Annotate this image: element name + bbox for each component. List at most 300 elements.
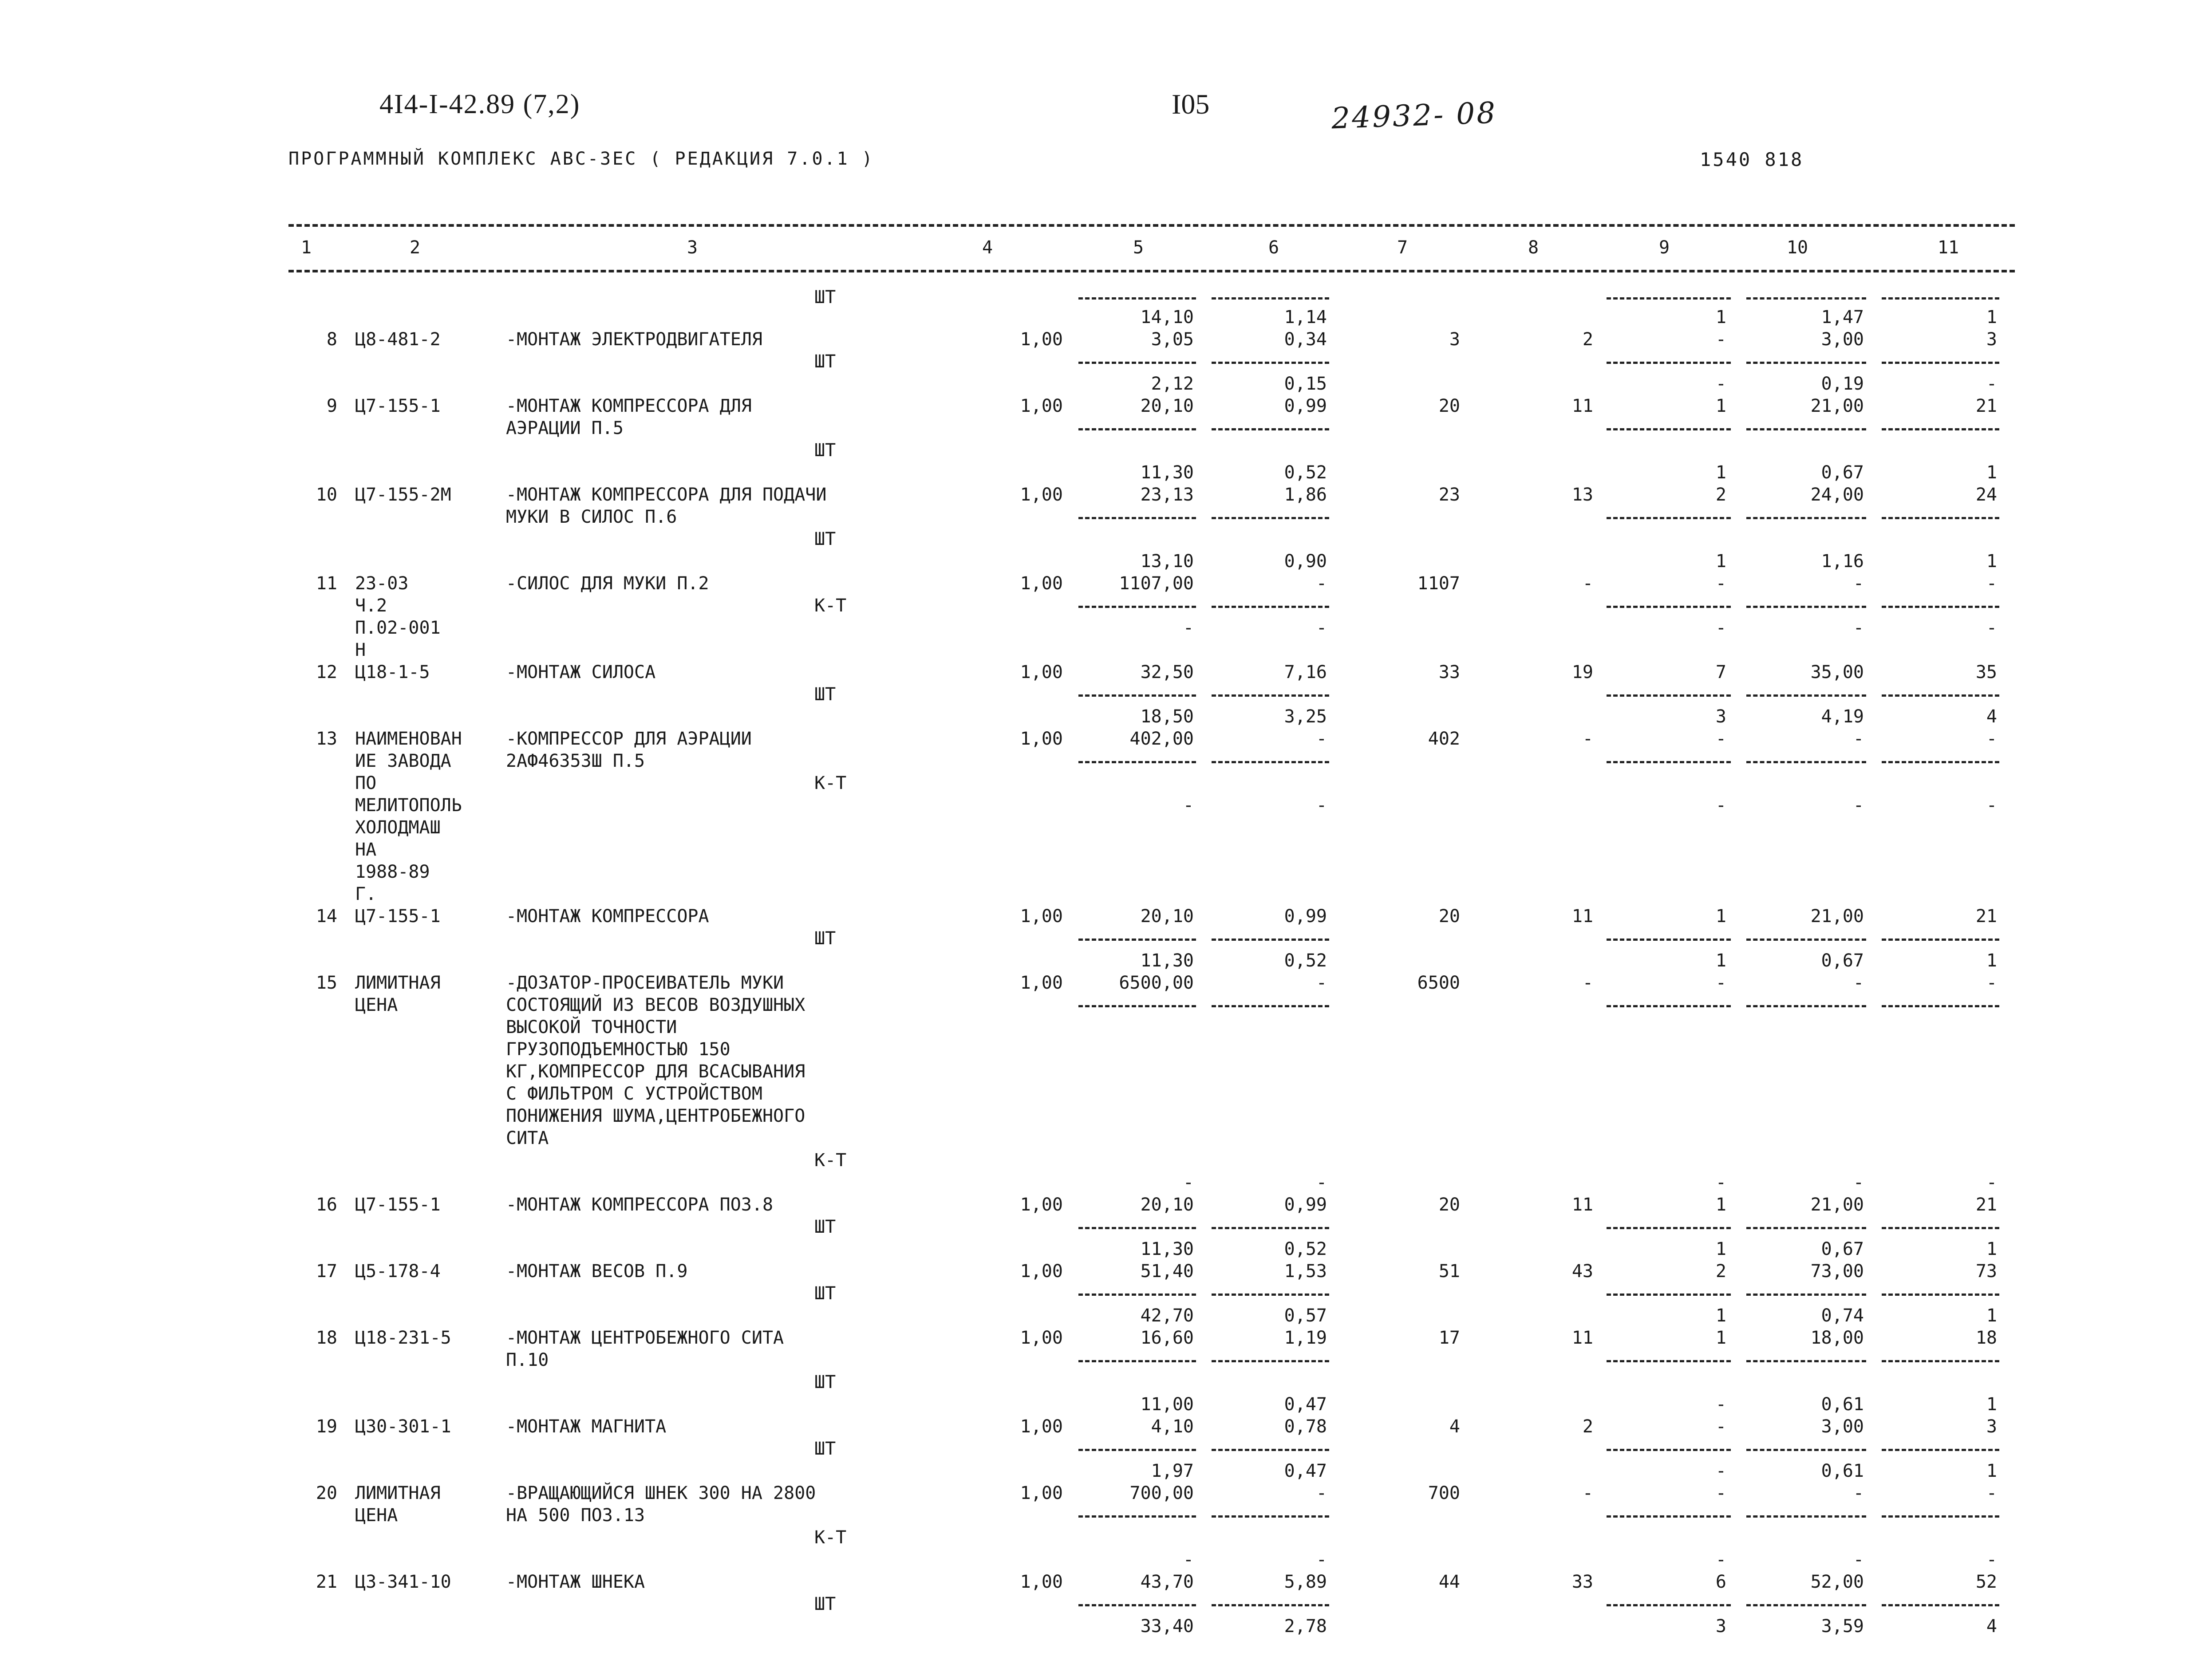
value-cell-c5: 16,60 [1140, 1328, 1194, 1348]
subtotal-rule [1882, 1294, 1999, 1296]
subtotal-rule [1078, 517, 1196, 519]
value-cell-c4: 1,00 [1020, 1261, 1063, 1282]
subtotal-cell: 1 [1986, 1305, 1997, 1326]
value-cell-c7: 51 [1438, 1261, 1460, 1282]
row-number: 13 [316, 729, 337, 749]
subtotal-cell: 3 [1715, 706, 1726, 727]
value-cell-c10: 3,00 [1821, 329, 1864, 350]
subtotal-cell: 11,00 [1140, 1394, 1194, 1415]
subtotal-cell: - [1183, 795, 1194, 816]
value-cell-c10: - [1853, 1483, 1864, 1503]
subtotal-rule [1212, 1005, 1329, 1007]
subtotal-rule [1212, 1294, 1329, 1296]
subtotal-cell: - [1316, 795, 1327, 816]
subtotal-cell: - [1715, 618, 1726, 638]
rate-code: Ц3-341-10 [355, 1572, 451, 1592]
work-name: -КОМПРЕССОР ДЛЯ АЭРАЦИИ [506, 729, 752, 749]
work-name: С ФИЛЬТРОМ С УСТРОЙСТВОМ [506, 1084, 762, 1104]
subtotal-rule [1882, 428, 1999, 430]
subtotal-cell: 42,70 [1140, 1305, 1194, 1326]
rate-code: Ч.2 [355, 595, 387, 616]
rate-code: Ц7-155-1 [355, 396, 441, 416]
rate-code: Ц8-481-2 [355, 329, 441, 350]
subtotal-rule [1078, 1449, 1196, 1451]
value-cell-c11: - [1986, 573, 1997, 594]
value-cell-c7: 20 [1438, 396, 1460, 416]
row-number: 12 [316, 662, 337, 682]
unit-label: К-Т [814, 595, 847, 616]
subtotal-cell: 1 [1715, 462, 1726, 483]
subtotal-cell: 1,47 [1821, 307, 1864, 327]
value-cell-c11: 24 [1975, 485, 1997, 505]
subtotal-rule [1078, 939, 1196, 941]
subtotal-cell: 0,61 [1821, 1394, 1864, 1415]
value-cell-c4: 1,00 [1020, 973, 1063, 993]
subtotal-rule [1078, 428, 1196, 430]
unit-label: ШТ [814, 1283, 836, 1304]
subtotal-rule [1607, 1515, 1731, 1518]
unit-label: ШТ [814, 1439, 836, 1459]
subtotal-cell: - [1853, 1550, 1864, 1570]
subtotal-cell: 0,67 [1821, 1239, 1864, 1259]
value-cell-c9: 1 [1715, 396, 1726, 416]
subtotal-rule [1212, 1449, 1329, 1451]
subtotal-rule [1746, 606, 1866, 608]
subtotal-cell: - [1986, 374, 1997, 394]
work-name: -МОНТАЖ КОМПРЕССОРА ПОЗ.8 [506, 1195, 774, 1215]
value-cell-c6: 0,99 [1284, 396, 1327, 416]
rate-code: ЛИМИТНАЯ [355, 1483, 441, 1503]
value-cell-c11: 35 [1975, 662, 1997, 682]
work-name: -МОНТАЖ ВЕСОВ П.9 [506, 1261, 688, 1282]
subtotal-cell: 1 [1986, 1461, 1997, 1481]
value-cell-c10: 24,00 [1810, 485, 1864, 505]
value-cell-c7: 17 [1438, 1328, 1460, 1348]
work-name: -ДОЗАТОР-ПРОСЕИВАТЕЛЬ МУКИ [506, 973, 784, 993]
subtotal-cell: 33,40 [1140, 1616, 1194, 1637]
subtotal-rule [1607, 1604, 1731, 1606]
rate-code: Ц7-155-1 [355, 906, 441, 927]
subtotal-cell: 0,52 [1284, 950, 1327, 971]
rate-code: 1988-89 [355, 862, 430, 882]
subtotal-rule [1746, 939, 1866, 941]
value-cell-c10: - [1853, 729, 1864, 749]
subtotal-cell: 0,57 [1284, 1305, 1327, 1326]
subtotal-cell: 1 [1986, 1239, 1997, 1259]
subtotal-rule [1882, 1005, 1999, 1007]
value-cell-c6: 7,16 [1284, 662, 1327, 682]
value-cell-c9: - [1715, 729, 1726, 749]
value-cell-c5: 20,10 [1140, 1195, 1194, 1215]
work-name: -МОНТАЖ КОМПРЕССОРА ДЛЯ [506, 396, 752, 416]
subtotal-rule [1212, 606, 1329, 608]
subtotal-rule [1212, 428, 1329, 430]
rate-code: НА [355, 840, 377, 860]
subtotal-rule [1078, 1604, 1196, 1606]
rate-code: Г. [355, 884, 377, 904]
value-cell-c4: 1,00 [1020, 485, 1063, 505]
value-cell-c4: 1,00 [1020, 329, 1063, 350]
subtotal-cell: - [1853, 795, 1864, 816]
row-number: 15 [316, 973, 337, 993]
unit-label: К-Т [814, 1150, 847, 1171]
value-cell-c5: 20,10 [1140, 396, 1194, 416]
subtotal-cell: 3 [1715, 1616, 1726, 1637]
row-number: 18 [316, 1328, 337, 1348]
row-number: 9 [326, 396, 337, 416]
value-cell-c5: 1107,00 [1119, 573, 1194, 594]
work-name: МУКИ В СИЛОС П.6 [506, 507, 677, 527]
subtotal-rule [1078, 694, 1196, 697]
subtotal-rule [1882, 606, 1999, 608]
value-cell-c11: - [1986, 729, 1997, 749]
value-cell-c8: - [1582, 573, 1593, 594]
subtotal-cell: - [1986, 1172, 1997, 1193]
subtotal-rule [1607, 297, 1731, 300]
subtotal-cell: - [1715, 1394, 1726, 1415]
subtotal-rule [1882, 694, 1999, 697]
subtotal-rule [1882, 1449, 1999, 1451]
value-cell-c8: 11 [1571, 906, 1593, 927]
value-cell-c10: 21,00 [1810, 396, 1864, 416]
subtotal-rule [1882, 939, 1999, 941]
subtotal-rule [1746, 1294, 1866, 1296]
subtotal-rule [1607, 1005, 1731, 1007]
subtotal-cell: 0,90 [1284, 551, 1327, 572]
subtotal-rule [1746, 1449, 1866, 1451]
work-name: КГ,КОМПРЕССОР ДЛЯ ВСАСЫВАНИЯ [506, 1061, 805, 1082]
value-cell-c11: 21 [1975, 906, 1997, 927]
unit-label: ШТ [814, 1217, 836, 1237]
value-cell-c7: 44 [1438, 1572, 1460, 1592]
value-cell-c10: - [1853, 573, 1864, 594]
value-cell-c7: 23 [1438, 485, 1460, 505]
subtotal-cell: - [1986, 618, 1997, 638]
subtotal-rule [1607, 606, 1731, 608]
rate-code: Ц5-178-4 [355, 1261, 441, 1282]
value-cell-c9: - [1715, 973, 1726, 993]
subtotal-cell: - [1183, 618, 1194, 638]
value-cell-c5: 700,00 [1129, 1483, 1194, 1503]
subtotal-cell: - [1316, 618, 1327, 638]
subtotal-rule [1078, 1005, 1196, 1007]
value-cell-c8: - [1582, 729, 1593, 749]
subtotal-cell: 0,15 [1284, 374, 1327, 394]
value-cell-c9: 6 [1715, 1572, 1726, 1592]
subtotal-cell: 4,19 [1821, 706, 1864, 727]
work-name: -МОНТАЖ ЭЛЕКТРОДВИГАТЕЛЯ [506, 329, 762, 350]
rate-code: МЕЛИТОПОЛЬ [355, 795, 462, 816]
value-cell-c9: - [1715, 573, 1726, 594]
subtotal-rule [1078, 1227, 1196, 1229]
value-cell-c7: 402 [1428, 729, 1460, 749]
subtotal-cell: 0,19 [1821, 374, 1864, 394]
value-cell-c4: 1,00 [1020, 396, 1063, 416]
work-name: ВЫСОКОЙ ТОЧНОСТИ [506, 1017, 677, 1037]
rate-code: П.02-001 [355, 618, 441, 638]
column-header-1: 1 [300, 237, 312, 258]
subtotal-cell: 0,74 [1821, 1305, 1864, 1326]
value-cell-c10: 73,00 [1810, 1261, 1864, 1282]
work-name: 2АФ46353Ш П.5 [506, 751, 645, 771]
value-cell-c4: 1,00 [1020, 906, 1063, 927]
value-cell-c5: 32,50 [1140, 662, 1194, 682]
column-header-6: 6 [1268, 237, 1279, 258]
subtotal-rule [1212, 362, 1329, 364]
rate-code: НАИМЕНОВАН [355, 729, 462, 749]
value-cell-c10: 21,00 [1810, 906, 1864, 927]
row-number: 19 [316, 1416, 337, 1437]
unit-label: ШТ [814, 684, 836, 705]
subtotal-cell: 2,12 [1151, 374, 1194, 394]
subtotal-rule [1607, 517, 1731, 519]
value-cell-c10: 21,00 [1810, 1195, 1864, 1215]
value-cell-c5: 3,05 [1151, 329, 1194, 350]
value-cell-c5: 20,10 [1140, 906, 1194, 927]
value-cell-c9: 2 [1715, 485, 1726, 505]
value-cell-c11: 21 [1975, 396, 1997, 416]
value-cell-c6: - [1316, 729, 1327, 749]
column-header-9: 9 [1658, 237, 1670, 258]
value-cell-c11: - [1986, 973, 1997, 993]
rate-code: ИЕ ЗАВОДА [355, 751, 451, 771]
value-cell-c6: 5,89 [1284, 1572, 1327, 1592]
value-cell-c9: 1 [1715, 1328, 1726, 1348]
subtotal-rule [1882, 1604, 1999, 1606]
subtotal-cell: 14,10 [1140, 307, 1194, 327]
row-number: 14 [316, 906, 337, 927]
column-header-11: 11 [1937, 237, 1959, 258]
subtotal-rule [1078, 1515, 1196, 1518]
row-number: 21 [316, 1572, 337, 1592]
subtotal-cell: - [1183, 1550, 1194, 1570]
subtotal-cell: 1 [1986, 551, 1997, 572]
work-name: -МОНТАЖ СИЛОСА [506, 662, 656, 682]
value-cell-c9: 2 [1715, 1261, 1726, 1282]
subtotal-cell: 4 [1986, 706, 1997, 727]
value-cell-c6: - [1316, 573, 1327, 594]
rate-code: Ц30-301-1 [355, 1416, 451, 1437]
subtotal-rule [1078, 606, 1196, 608]
value-cell-c7: 33 [1438, 662, 1460, 682]
value-cell-c5: 6500,00 [1119, 973, 1194, 993]
rate-code: ЦЕНА [355, 995, 398, 1015]
unit-label: ШТ [814, 287, 836, 308]
unit-label: К-Т [814, 1527, 847, 1548]
value-cell-c9: - [1715, 1483, 1726, 1503]
subtotal-rule [1882, 761, 1999, 763]
subtotal-rule [1882, 517, 1999, 519]
subtotal-rule [1607, 1294, 1731, 1296]
subtotal-rule [1746, 1360, 1866, 1362]
subtotal-rule [1882, 1360, 1999, 1362]
subtotal-rule [1607, 1227, 1731, 1229]
page-number: I05 [1172, 88, 1210, 120]
value-cell-c4: 1,00 [1020, 1328, 1063, 1348]
value-cell-c5: 4,10 [1151, 1416, 1194, 1437]
subtotal-rule [1212, 1604, 1329, 1606]
table-top-rule [288, 224, 2015, 227]
subtotal-cell: - [1715, 374, 1726, 394]
subtotal-cell: 0,52 [1284, 462, 1327, 483]
value-cell-c4: 1,00 [1020, 573, 1063, 594]
subtotal-cell: 18,50 [1140, 706, 1194, 727]
column-header-8: 8 [1528, 237, 1539, 258]
value-cell-c4: 1,00 [1020, 662, 1063, 682]
subtotal-rule [1212, 1360, 1329, 1362]
subtotal-rule [1746, 428, 1866, 430]
document-id: 1540 818 [1700, 149, 1804, 170]
value-cell-c10: 52,00 [1810, 1572, 1864, 1592]
value-cell-c6: 1,86 [1284, 485, 1327, 505]
value-cell-c11: - [1986, 1483, 1997, 1503]
value-cell-c7: 20 [1438, 906, 1460, 927]
column-header-3: 3 [687, 237, 698, 258]
value-cell-c4: 1,00 [1020, 1416, 1063, 1437]
subtotal-cell: - [1183, 1172, 1194, 1193]
rate-code: Ц18-1-5 [355, 662, 430, 682]
value-cell-c8: 19 [1571, 662, 1593, 682]
value-cell-c7: 700 [1428, 1483, 1460, 1503]
subtotal-rule [1607, 1360, 1731, 1362]
subtotal-cell: 1 [1986, 950, 1997, 971]
subtotal-rule [1746, 517, 1866, 519]
subtotal-rule [1746, 761, 1866, 763]
subtotal-rule [1212, 1227, 1329, 1229]
subtotal-cell: - [1316, 1550, 1327, 1570]
subtotal-cell: - [1853, 1172, 1864, 1193]
subtotal-rule [1746, 1227, 1866, 1229]
rate-code: Ц7-155-1 [355, 1195, 441, 1215]
subtotal-rule [1882, 1515, 1999, 1518]
program-name: ПРОГРАММНЫЙ КОМПЛЕКС АВС-3ЕС ( РЕДАКЦИЯ 7.0.1 ) [288, 149, 874, 169]
value-cell-c6: 0,78 [1284, 1416, 1327, 1437]
value-cell-c8: 11 [1571, 396, 1593, 416]
subtotal-rule [1212, 297, 1329, 300]
value-cell-c11: 73 [1975, 1261, 1997, 1282]
value-cell-c8: - [1582, 1483, 1593, 1503]
rate-code: Ц18-231-5 [355, 1328, 451, 1348]
subtotal-rule [1746, 1604, 1866, 1606]
value-cell-c7: 1107 [1417, 573, 1460, 594]
subtotal-cell: - [1715, 795, 1726, 816]
row-number: 17 [316, 1261, 337, 1282]
row-number: 16 [316, 1195, 337, 1215]
unit-label: ШТ [814, 529, 836, 549]
rate-code: ЦЕНА [355, 1505, 398, 1526]
subtotal-cell: 11,30 [1140, 950, 1194, 971]
work-name: -ВРАЩАЮЩИЙСЯ ШНЕК 300 НА 2800 [506, 1483, 816, 1503]
value-cell-c6: 1,53 [1284, 1261, 1327, 1282]
subtotal-rule [1882, 362, 1999, 364]
subtotal-cell: 0,47 [1284, 1461, 1327, 1481]
subtotal-rule [1882, 297, 1999, 300]
value-cell-c4: 1,00 [1020, 729, 1063, 749]
unit-label: ШТ [814, 1372, 836, 1392]
value-cell-c10: 35,00 [1810, 662, 1864, 682]
value-cell-c11: 3 [1986, 329, 1997, 350]
subtotal-cell: 0,67 [1821, 462, 1864, 483]
subtotal-cell: 4 [1986, 1616, 1997, 1637]
subtotal-cell: 0,47 [1284, 1394, 1327, 1415]
rate-code: ЛИМИТНАЯ [355, 973, 441, 993]
subtotal-cell: - [1715, 1172, 1726, 1193]
value-cell-c9: 1 [1715, 1195, 1726, 1215]
subtotal-rule [1212, 939, 1329, 941]
unit-label: ШТ [814, 1594, 836, 1614]
subtotal-cell: 1 [1715, 1305, 1726, 1326]
value-cell-c4: 1,00 [1020, 1195, 1063, 1215]
subtotal-cell: 1 [1715, 1239, 1726, 1259]
subtotal-cell: 11,30 [1140, 462, 1194, 483]
subtotal-cell: 1 [1986, 307, 1997, 327]
subtotal-cell: - [1316, 1172, 1327, 1193]
document-code: 4I4-I-42.89 (7,2) [379, 89, 580, 119]
table-header-rule [288, 270, 2015, 272]
rate-code: ХОЛОДМАШ [355, 817, 441, 838]
subtotal-rule [1746, 1515, 1866, 1518]
column-header-5: 5 [1133, 237, 1144, 258]
work-name: -МОНТАЖ КОМПРЕССОРА [506, 906, 709, 927]
work-name: -МОНТАЖ ШНЕКА [506, 1572, 645, 1592]
subtotal-cell: 0,61 [1821, 1461, 1864, 1481]
value-cell-c8: - [1582, 973, 1593, 993]
value-cell-c8: 43 [1571, 1261, 1593, 1282]
value-cell-c6: 1,19 [1284, 1328, 1327, 1348]
value-cell-c8: 13 [1571, 485, 1593, 505]
row-number: 8 [326, 329, 337, 350]
subtotal-cell: 1,14 [1284, 307, 1327, 327]
value-cell-c4: 1,00 [1020, 1483, 1063, 1503]
value-cell-c5: 51,40 [1140, 1261, 1194, 1282]
row-number: 10 [316, 485, 337, 505]
rate-code: 23-03 [355, 573, 409, 594]
work-name: ПОНИЖЕНИЯ ШУМА,ЦЕНТРОБЕЖНОГО [506, 1106, 805, 1126]
value-cell-c11: 3 [1986, 1416, 1997, 1437]
value-cell-c6: - [1316, 1483, 1327, 1503]
subtotal-cell: 1 [1986, 1394, 1997, 1415]
rate-code: ПО [355, 773, 377, 793]
handwritten-number: 24932- 08 [1331, 95, 1498, 136]
value-cell-c11: 21 [1975, 1195, 1997, 1215]
subtotal-cell: 1,97 [1151, 1461, 1194, 1481]
value-cell-c9: - [1715, 329, 1726, 350]
rate-code: Н [355, 640, 366, 660]
subtotal-rule [1212, 517, 1329, 519]
subtotal-rule [1607, 694, 1731, 697]
value-cell-c9: 1 [1715, 906, 1726, 927]
unit-label: ШТ [814, 440, 836, 461]
value-cell-c5: 23,13 [1140, 485, 1194, 505]
subtotal-cell: - [1986, 1550, 1997, 1570]
subtotal-cell: 1,16 [1821, 551, 1864, 572]
subtotal-cell: 0,67 [1821, 950, 1864, 971]
subtotal-cell: 1 [1715, 551, 1726, 572]
value-cell-c10: 3,00 [1821, 1416, 1864, 1437]
subtotal-cell: 1 [1986, 462, 1997, 483]
subtotal-rule [1607, 761, 1731, 763]
value-cell-c11: 52 [1975, 1572, 1997, 1592]
value-cell-c6: 0,99 [1284, 906, 1327, 927]
value-cell-c8: 2 [1582, 329, 1593, 350]
value-cell-c6: 0,34 [1284, 329, 1327, 350]
unit-label: К-Т [814, 773, 847, 793]
subtotal-rule [1746, 297, 1866, 300]
subtotal-rule [1607, 428, 1731, 430]
value-cell-c8: 2 [1582, 1416, 1593, 1437]
subtotal-cell: 2,78 [1284, 1616, 1327, 1637]
work-name: -МОНТАЖ ЦЕНТРОБЕЖНОГО СИТА [506, 1328, 784, 1348]
